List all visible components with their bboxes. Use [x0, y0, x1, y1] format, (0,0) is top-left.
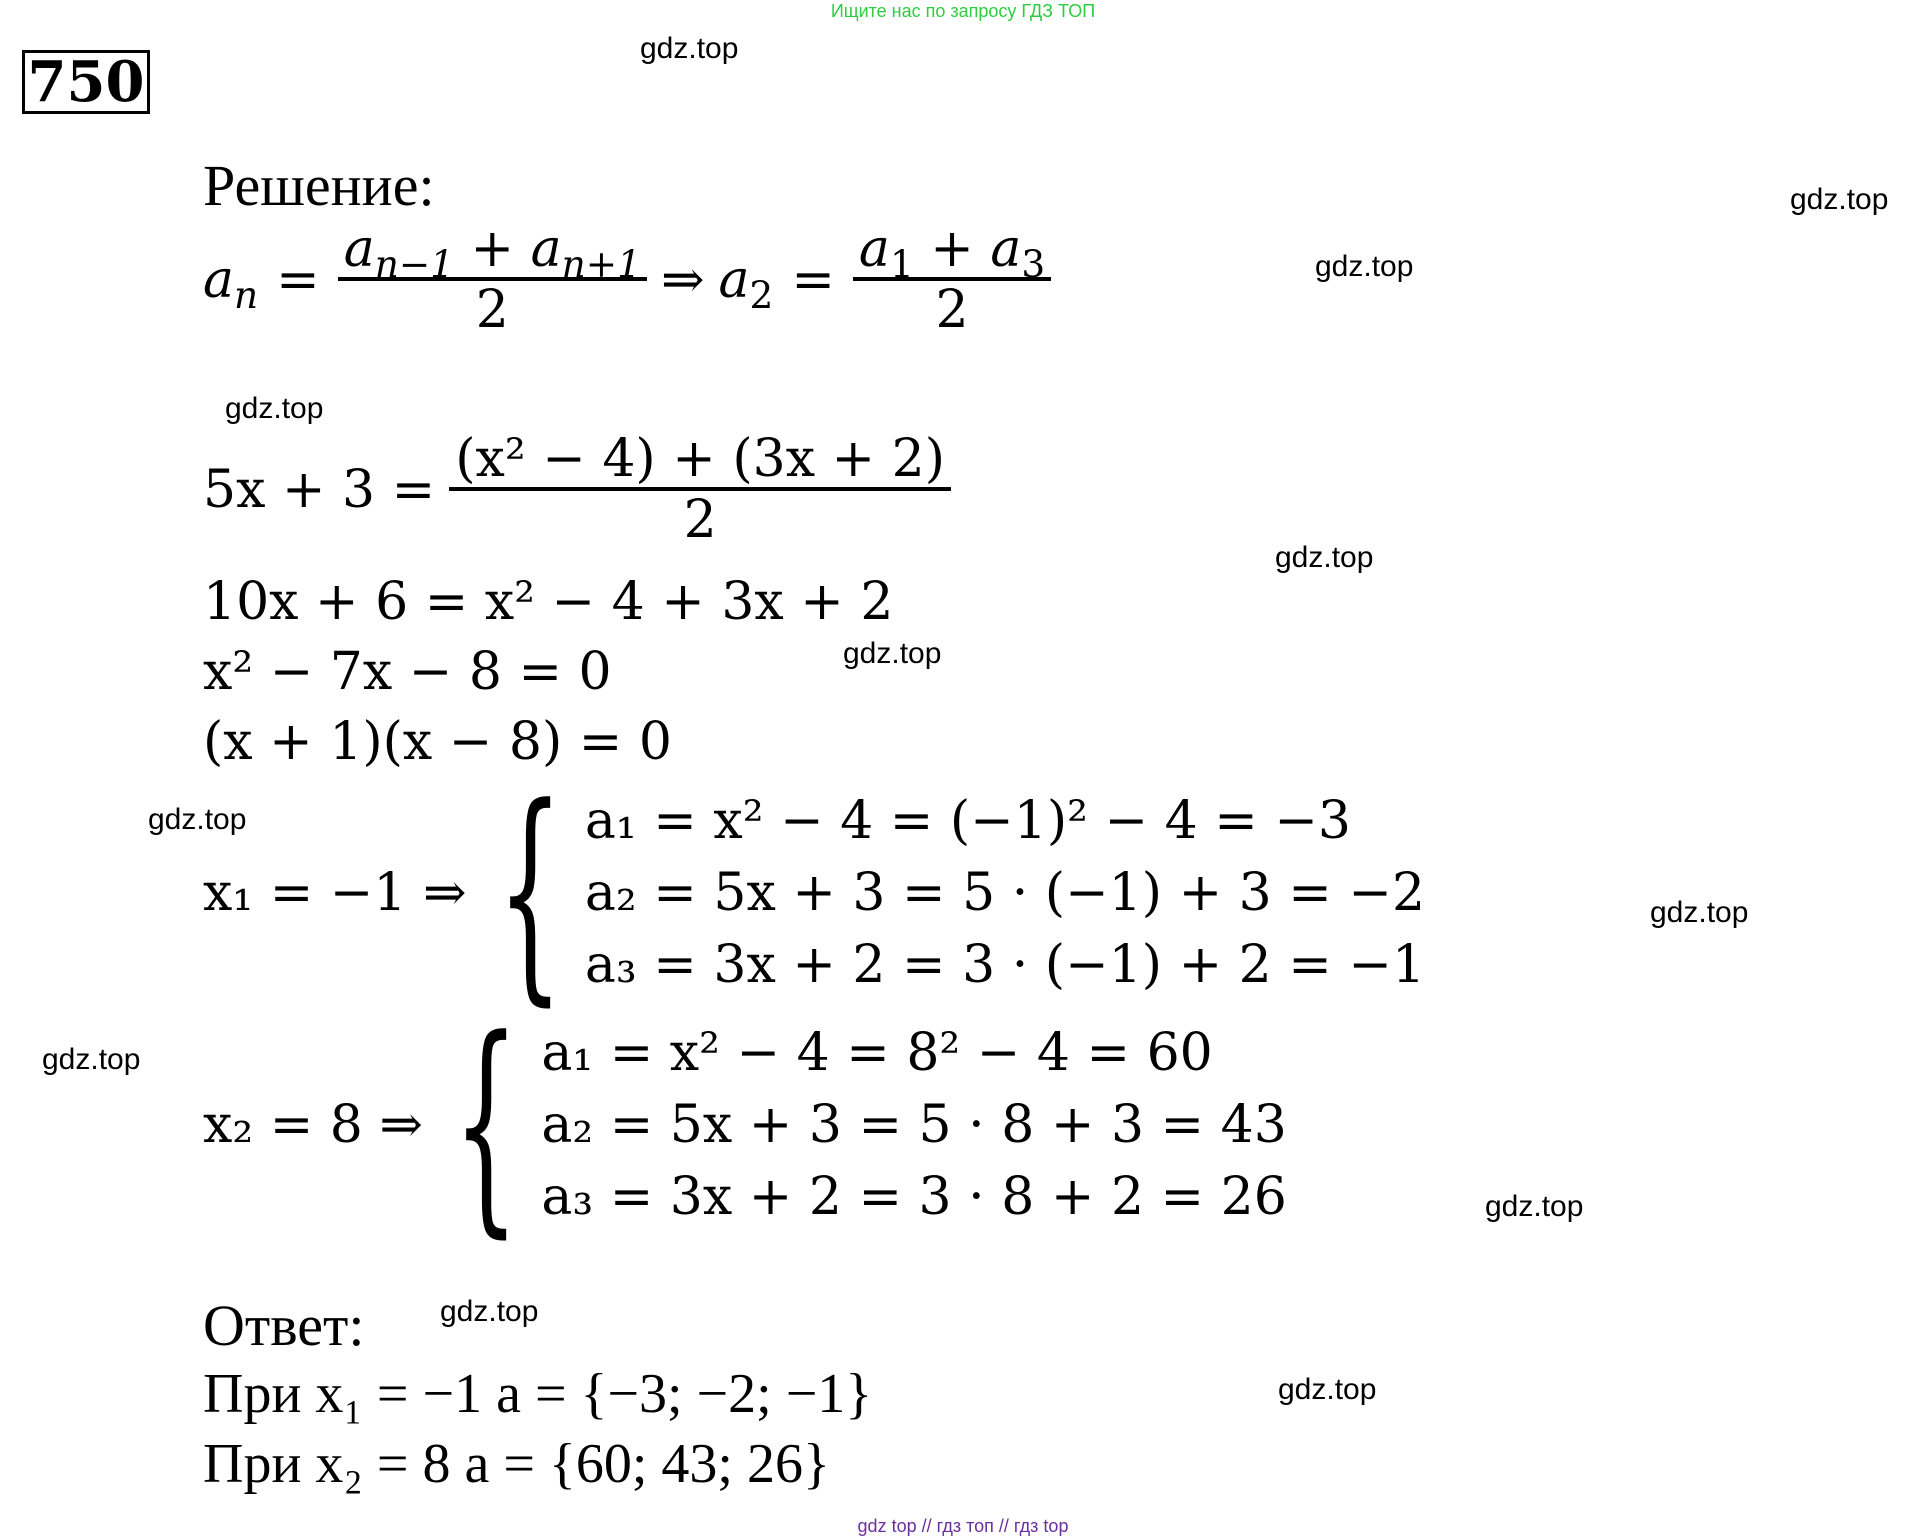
system-row: a₃ = 3x + 2 = 3 · 8 + 2 = 26: [541, 1167, 1287, 1227]
formula-var: a: [343, 219, 375, 279]
subscript: 1: [889, 242, 914, 287]
curly-brace-icon: {: [453, 991, 520, 1258]
implies-sign: ⇒: [660, 249, 705, 310]
system-row: a₁ = x² − 4 = (−1)² − 4 = −3: [584, 791, 1351, 851]
formula-line-1: [203, 219, 1051, 340]
search-hint-link[interactable]: Ищите нас по запросу ГДЗ ТОП: [830, 1, 1096, 21]
formula-var: a: [203, 249, 235, 310]
case-2-system: [203, 991, 1287, 1258]
equals-sign: =: [791, 249, 835, 310]
watermark: gdz.top: [1650, 896, 1749, 929]
footer-links[interactable]: gdz top // гдз топ // гдз top: [857, 1516, 1069, 1536]
formula-var: a: [718, 249, 750, 310]
formula-line-3: 10x + 6 = x² − 4 + 3x + 2: [203, 572, 894, 632]
equation-lhs: 5x + 3 =: [203, 459, 436, 520]
subscript: n−1: [374, 242, 454, 287]
formula-var: a: [530, 219, 562, 279]
system-row: a₂ = 5x + 3 = 5 · (−1) + 3 = −2: [584, 863, 1426, 923]
answer-heading: Ответ:: [203, 1293, 365, 1358]
equals-sign: =: [276, 249, 320, 310]
watermark: gdz.top: [1315, 250, 1414, 283]
watermark: gdz.top: [42, 1043, 141, 1076]
curly-brace-icon: {: [496, 759, 563, 1026]
watermark: gdz.top: [1278, 1373, 1377, 1406]
formula-var: a: [858, 219, 890, 279]
case-1-system: [203, 759, 1426, 1026]
denominator: 2: [475, 279, 509, 340]
watermark: gdz.top: [1790, 183, 1889, 216]
denominator: 2: [935, 279, 969, 340]
fraction: [853, 219, 1051, 340]
formula-line-4: x² − 7x − 8 = 0: [203, 642, 612, 702]
plus-sign: +: [470, 219, 515, 279]
formula-line-5: (x + 1)(x − 8) = 0: [203, 712, 672, 772]
problem-number: 750: [22, 50, 150, 114]
watermark: gdz.top: [225, 392, 324, 425]
fraction: [449, 429, 951, 550]
system-row: a₂ = 5x + 3 = 5 · 8 + 3 = 43: [541, 1095, 1287, 1155]
answer-line-1: При x₁ = −1 a = {−3; −2; −1}: [203, 1363, 873, 1425]
formula-line-2: [203, 429, 951, 550]
watermark: gdz.top: [440, 1295, 539, 1328]
subscript: 2: [749, 272, 774, 317]
system-rows: [541, 1017, 1287, 1233]
denominator: 2: [683, 489, 717, 550]
subscript: n: [234, 272, 259, 317]
subscript: n+1: [561, 242, 641, 287]
solution-heading: Решение:: [203, 153, 435, 218]
fraction: [338, 219, 647, 340]
subscript: 3: [1021, 242, 1046, 287]
case-lead: x₁ = −1 ⇒: [203, 863, 467, 923]
answer-line-2: При x₂ = 8 a = {60; 43; 26}: [203, 1433, 830, 1495]
watermark: gdz.top: [1275, 541, 1374, 574]
watermark: gdz.top: [148, 803, 247, 836]
watermark: gdz.top: [1485, 1190, 1584, 1223]
watermark: gdz.top: [640, 32, 739, 65]
system-rows: [585, 785, 1425, 1001]
system-row: a₃ = 3x + 2 = 3 · (−1) + 2 = −1: [584, 935, 1426, 995]
system-row: a₁ = x² − 4 = 8² − 4 = 60: [541, 1023, 1213, 1083]
case-lead: x₂ = 8 ⇒: [203, 1095, 423, 1155]
numerator: (x² − 4) + (3x + 2): [449, 432, 951, 491]
formula-var: a: [990, 219, 1022, 279]
plus-sign: +: [930, 219, 974, 279]
watermark: gdz.top: [843, 637, 942, 670]
